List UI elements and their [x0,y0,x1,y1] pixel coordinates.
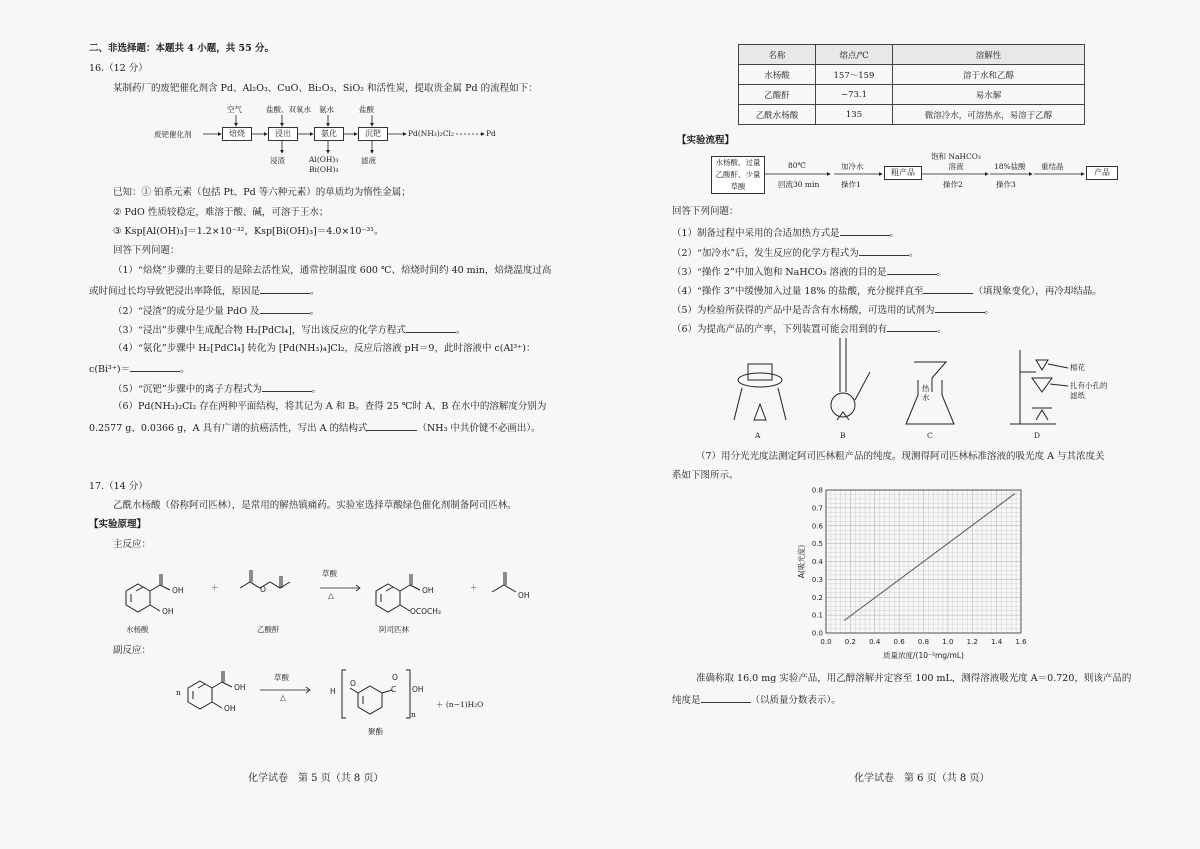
flow2-step2-bottom: 操作1 [841,180,861,189]
r-q5: （5）为检验所获得的产品中是否含有水杨酸，可选用的试剂为 [672,305,935,316]
flow-step-precipitate: 沉钯 [358,127,388,141]
y-tick-label: 0.3 [811,575,823,584]
flow-output-2: Al(OH)₃ [309,155,339,164]
x-tick-label: 1.6 [1015,638,1027,646]
flow-start: 废钯催化剂 [154,130,192,139]
x-tick-label: 1.4 [991,638,1003,646]
flow2-mid: 粗产品 [884,166,922,180]
svg-text:OH: OH [224,704,236,713]
x-tick-label: 0.0 [820,638,832,646]
r-q3: （3）“操作 2”中加入饱和 NaHCO₃ 溶液的目的是 [672,267,887,278]
q17-principle-title: 【实验原理】 [89,519,147,530]
answer-blank[interactable] [260,304,310,314]
mol-name-aspirin: 阿司匹林 [379,625,409,634]
svg-text:OH: OH [412,685,424,694]
svg-text:OCOCH₃: OCOCH₃ [410,607,441,616]
q16-q3: （3）“浸出”步骤中生成配合物 H₂[PdCl₄]，写出该反应的化学方程式 [113,325,406,336]
flow2-step5-top: 重结晶 [1041,162,1064,171]
svg-text:O: O [392,673,398,682]
r-q4-b: （填现象变化），再冷却结晶。 [973,286,1102,297]
svg-text:OH: OH [162,607,174,616]
table-cell: −73.1 [816,85,893,105]
x-tick-label: 0.8 [917,638,930,646]
flow-input-3: 氨水 [319,105,334,114]
y-tick-label: 0.2 [811,593,823,602]
answer-blank[interactable] [260,284,310,294]
x-tick-label: 1.2 [966,638,978,646]
table-header-cell: 名称 [739,45,816,65]
flow-step-ammoniate: 氨化 [314,127,344,141]
answer-blank[interactable] [701,693,751,703]
svg-text:＋: ＋ [470,583,478,592]
svg-text:OH: OH [422,586,434,595]
table-header-cell: 溶解性 [893,45,1085,65]
q16-intro: 某制药厂的废钯催化剂含 Pd、Al₂O₃、CuO、Bi₂O₃、SiO₂ 和活性炭，提取贵金属 Pd 的流程如下： [113,83,538,94]
q16-q4-b: c(Bi³⁺)＝ [89,364,131,375]
answer-blank[interactable] [367,421,417,431]
q17-header: 17.（14 分） [89,481,148,492]
flow2-step2-top: 加冷水 [841,162,864,171]
r-q7-c: 准确称取 16.0 mg 实验产品，用乙醇溶解并定容至 100 mL，测得溶液吸光度 A＝0.720，则该产品的 [696,673,1132,684]
answer-blank[interactable] [406,323,456,333]
section-title: 二、非选择题：本题共 4 小题，共 55 分。 [89,43,275,54]
polymer-subscript-n: n [411,710,416,719]
svg-text:OH: OH [518,591,530,600]
y-axis-label: A(吸光度) [797,544,806,579]
flow2-step1-bottom: 回流30 min [778,180,820,189]
flow2-step1-top: 80℃ [788,161,806,170]
r-q6: （6）为提高产品的产率，下列装置可能会用到的有 [672,324,888,335]
x-tick-label: 1.0 [942,638,954,646]
q16-q1-a: （1）“焙烧”步骤的主要目的是除去活性炭，通常控制温度 600 ℃、焙烧时间约 40 min，焙烧温度过高 [113,265,552,276]
q16-q4-a: （4）“氨化”步骤中 H₂[PdCl₄] 转化为 [Pd(NH₃)₄]Cl₂，反应后溶液 pH＝9，此时溶液中 c(Al³⁺)： [113,343,536,354]
q17-side-reaction-label: 副反应： [113,645,152,656]
flow-product: Pd(NH₃)₂Cl₂ [408,129,454,138]
svg-text:＋: ＋ [211,583,219,592]
flow-output-1: 浸渣 [270,156,285,165]
side-delta-label: △ [280,693,286,702]
left-page: 二、非选择题：本题共 4 小题，共 55 分。 16.（12 分） 某制药厂的废钯催化剂含 Pd、Al₂O₃、CuO、Bi₂O₃、SiO₂ 和活性炭，提取贵金属 Pd 的流程如下： 废钯催化剂 空气 盐酸、双氧水 氨水 盐酸 焙烧 浸出 氨化 沉钯 浸渣 Al(OH)₃ Bi(OH)₃ 滤液 Pd(NH₃)₂Cl₂ Pd 已知：① 铂系元素（包括 Pt、Pd 等六种元素）的单质均为惰性金属； ② PdO 性质较稳定，难溶于酸、碱，可溶于王水； ③ Ksp[Al(OH)₃]＝1.2×10⁻³²，Ksp[Bi(OH)₃]＝4.0×10⁻³¹。 回答下列问题： （1）“焙烧”步骤的主要目的是除去活性炭，通常控制温度 600 ℃、焙烧时间约 40 min，焙烧温度过高 或时间过长均导致钯浸出率降低，原因是 。 （2）“浸渣”的成分是少量 PdO 及 。 （3）“浸出”步骤中生成配合物 H₂[PdCl₄]，写出该反应的化学方程式 。 （4）“氨化”步骤中 H₂[PdCl₄] 转化为 [Pd(NH₃)₄]Cl₂，反应后溶液 pH＝9，此时溶液中 c(Al³⁺)： c(Bi³⁺)＝ 。 （5）“沉钯”步骤中的离子方程式为 。 （6）Pd(NH₃)₂Cl₂ 存在两种平面结构，将其记为 A 和 B。查得 25 ℃时 A、B 在水中的溶解度分别为 0.2577 g、0.0366 g，A 具有广谱的抗癌活性，写出 A 的结构式 （NH₃ 中共价键不必画出）。 17.（14 分） 乙酰水杨酸（俗称阿司匹林），是常用的解热镇痛药。实验室选择草酸绿色催化剂制备阿司匹林。 【实验原理】 主反应： OH OH ＋ O OH OCOCH₃ ＋ OH OH OH H O C O OH 草酸 △ 水杨酸 乙酸酐 阿司匹林 副反应： n 草酸 △ n ＋ (n−1)H₂O 聚酯 化学试卷 第 5 页（共 8 页） [0,0,600,849]
r-q7-d-pre: 纯度是 [672,695,701,706]
flow2-start: 水杨酸、过量乙酸酐、少量草酸 [711,156,765,194]
r-q2: （2）“加冷水”后，发生反应的化学方程式为 [672,248,859,259]
flow2-end: 产品 [1086,166,1118,180]
q16-q1-b: 或时间过长均导致钯浸出率降低，原因是 [89,286,261,297]
mol-name-anhydride: 乙酸酐 [257,625,280,634]
absorbance-chart [600,0,1200,849]
y-tick-label: 0.1 [811,611,823,620]
r-q4-a: （4）“操作 3”中缓慢加入过量 18% 的盐酸，充分搅拌直至 [672,286,924,297]
y-tick-label: 0.0 [811,629,823,638]
filter-paper-label: 扎有小孔的滤纸 [1070,381,1108,400]
q16-q5: （5）“沉钯”步骤中的离子方程式为 [113,384,262,395]
q16-q2: （2）“浸渣”的成分是少量 PdO 及 [113,306,260,317]
catalyst-label: 草酸 [322,569,337,578]
flow2-step4-top: 18%盐酸 [994,162,1026,171]
flow-title: 【实验流程】 [677,135,735,146]
svg-text:C: C [391,685,397,694]
flow-output-4: 滤液 [361,156,376,165]
y-tick-label: 0.8 [811,486,823,495]
flow-input-4: 盐酸 [359,105,374,114]
q16-answer-prompt: 回答下列问题： [113,245,180,256]
q16-known-2: ② PdO 性质较稳定，难溶于酸、碱，可溶于王水； [113,207,329,218]
x-tick-label: 0.2 [844,638,856,646]
flow-final: Pd [486,129,496,138]
x-tick-label: 0.4 [869,638,881,646]
q16-q6-c: （NH₃ 中共价键不必画出）。 [417,423,541,434]
table-cell: 微溶冷水，可溶热水，易溶于乙醇 [893,105,1085,125]
q16-q6-b: 0.2577 g、0.0366 g，A 具有广谱的抗癌活性，写出 A 的结构式 [89,423,368,434]
table-cell: 135 [816,105,893,125]
flow-output-3: Bi(OH)₃ [309,165,339,174]
svg-text:O: O [350,679,356,688]
table-cell: 157～159 [816,65,893,85]
y-tick-label: 0.4 [811,558,823,566]
hot-water-label: 热水 [922,384,930,402]
q16-known-1: 已知：① 铂系元素（包括 Pt、Pd 等六种元素）的单质均为惰性金属； [113,187,411,198]
apparatus-label-d: D [1034,431,1041,440]
side-product-label: 聚酯 [368,727,383,736]
flow-input-1: 空气 [227,105,242,114]
q16-known-3: ③ Ksp[Al(OH)₃]＝1.2×10⁻³²，Ksp[Bi(OH)₃]＝4.0×10⁻³¹。 [113,226,384,237]
apparatus-label-c: C [927,431,933,440]
side-catalyst-label: 草酸 [274,673,289,682]
x-tick-label: 0.6 [893,638,905,646]
table-cell: 水杨酸 [739,65,816,85]
left-footer: 化学试卷 第 5 页（共 8 页） [248,773,384,784]
apparatus-label-a: A [755,431,761,440]
q16-q6-a: （6）Pd(NH₃)₂Cl₂ 存在两种平面结构，将其记为 A 和 B。查得 25 ℃时 A、B 在水中的溶解度分别为 [113,401,547,412]
r-q1: （1）制备过程中采用的合适加热方式是 [672,228,840,239]
right-answer-prompt: 回答下列问题： [672,206,739,217]
flow-step-roast: 焙烧 [222,127,252,141]
y-tick-label: 0.6 [811,522,823,531]
side-water: ＋ (n−1)H₂O [436,700,484,709]
svg-text:O: O [260,585,266,594]
side-n-coefficient: n [176,688,181,697]
x-axis-label: 质量浓度/(10⁻²mg/mL) [883,651,964,660]
answer-blank[interactable] [262,382,312,392]
mol-name-salicylic: 水杨酸 [126,625,149,634]
table-cell: 乙酸酐 [739,85,816,105]
table-cell: 易水解 [893,85,1085,105]
table-header-cell: 熔点/℃ [816,45,893,65]
q17-main-reaction-label: 主反应： [113,539,152,550]
answer-blank[interactable] [130,362,180,372]
q17-intro: 乙酰水杨酸（俗称阿司匹林），是常用的解热镇痛药。实验室选择草酸绿色催化剂制备阿司匹林。 [113,500,517,511]
r-q7-b: 系如下图所示。 [672,470,739,481]
table-cell: 溶于水和乙醇 [893,65,1085,85]
r-q7-d-post: （以质量分数表示）。 [750,695,841,706]
flow2-step4-bottom: 操作3 [996,180,1016,189]
y-tick-label: 0.5 [811,540,823,549]
svg-text:OH: OH [234,683,246,692]
flow-step-leach: 浸出 [268,127,298,141]
apparatus-label-b: B [840,431,846,440]
cotton-label: 棉花 [1070,363,1085,372]
q16-header: 16.（12 分） [89,63,148,74]
svg-text:OH: OH [172,586,184,595]
flow-input-2: 盐酸、双氧水 [266,105,311,114]
delta-label: △ [328,591,334,600]
y-tick-label: 0.7 [811,504,823,513]
right-page: 名称 熔点/℃ 溶解性 水杨酸 157～159 溶于水和乙醇 乙酸酐 −73.1 易水解 乙酰水杨酸 135 微溶冷水，可溶热水，易溶于乙醇 【实验流程】 水杨酸、过量乙酸酐、少量草酸 80℃ 回流30 min 加冷水 操作1 粗产品 饱和 NaHCO₃溶液 操作2 18%盐酸 操作3 重结晶 产品 回答下列问题： （1）制备过程中采用的合适加热方式是 。 （2）“加冷水”后，发生反应的化学方程式为 。 （3）“操作 2”中加入饱和 NaHCO₃ 溶液的目的是 。 （4）“操作 3”中缓慢加入过量 18% 的盐酸，充分搅拌直至 （填现象变化），再冷却结晶。 （5）为检验所获得的产品中是否含有水杨酸，可选用的试剂为 。 （6）为提高产品的产率，下列装置可能会用到的有 。 A B C D 热水 棉花 扎有小孔的滤纸 （7）用分光光度法测定阿司匹林粗产品的纯度。现测得阿司匹林标准溶液的吸光度 A 与其浓度关 系如下图所示。 0.0 0.2 0.4 0.6 0.8 1.0 1.2 1.4 1.6 0.0 0.1 0.2 0.3 0.4 0.5 0.6 0.7 0.8 质量浓度/(10⁻²mg/mL) A(吸光度) 准确称取 16.0 mg 实验产品，用乙醇溶解并定容至 100 mL，测得溶液吸光度 A＝0.720，则该产品的 纯度是 （以质量分数表示）。 化学试卷 第 6 页（共 8 页） [600,0,1200,849]
svg-text:H: H [330,687,336,696]
r-q7-a: （7）用分光光度法测定阿司匹林粗产品的纯度。现测得阿司匹林标准溶液的吸光度 A 与其浓度关 [696,451,1105,462]
flow2-step3-top: 饱和 NaHCO₃溶液 [931,152,981,171]
table-cell: 乙酰水杨酸 [739,105,816,125]
right-footer: 化学试卷 第 6 页（共 8 页） [854,773,990,784]
flow2-step3-bottom: 操作2 [943,180,963,189]
